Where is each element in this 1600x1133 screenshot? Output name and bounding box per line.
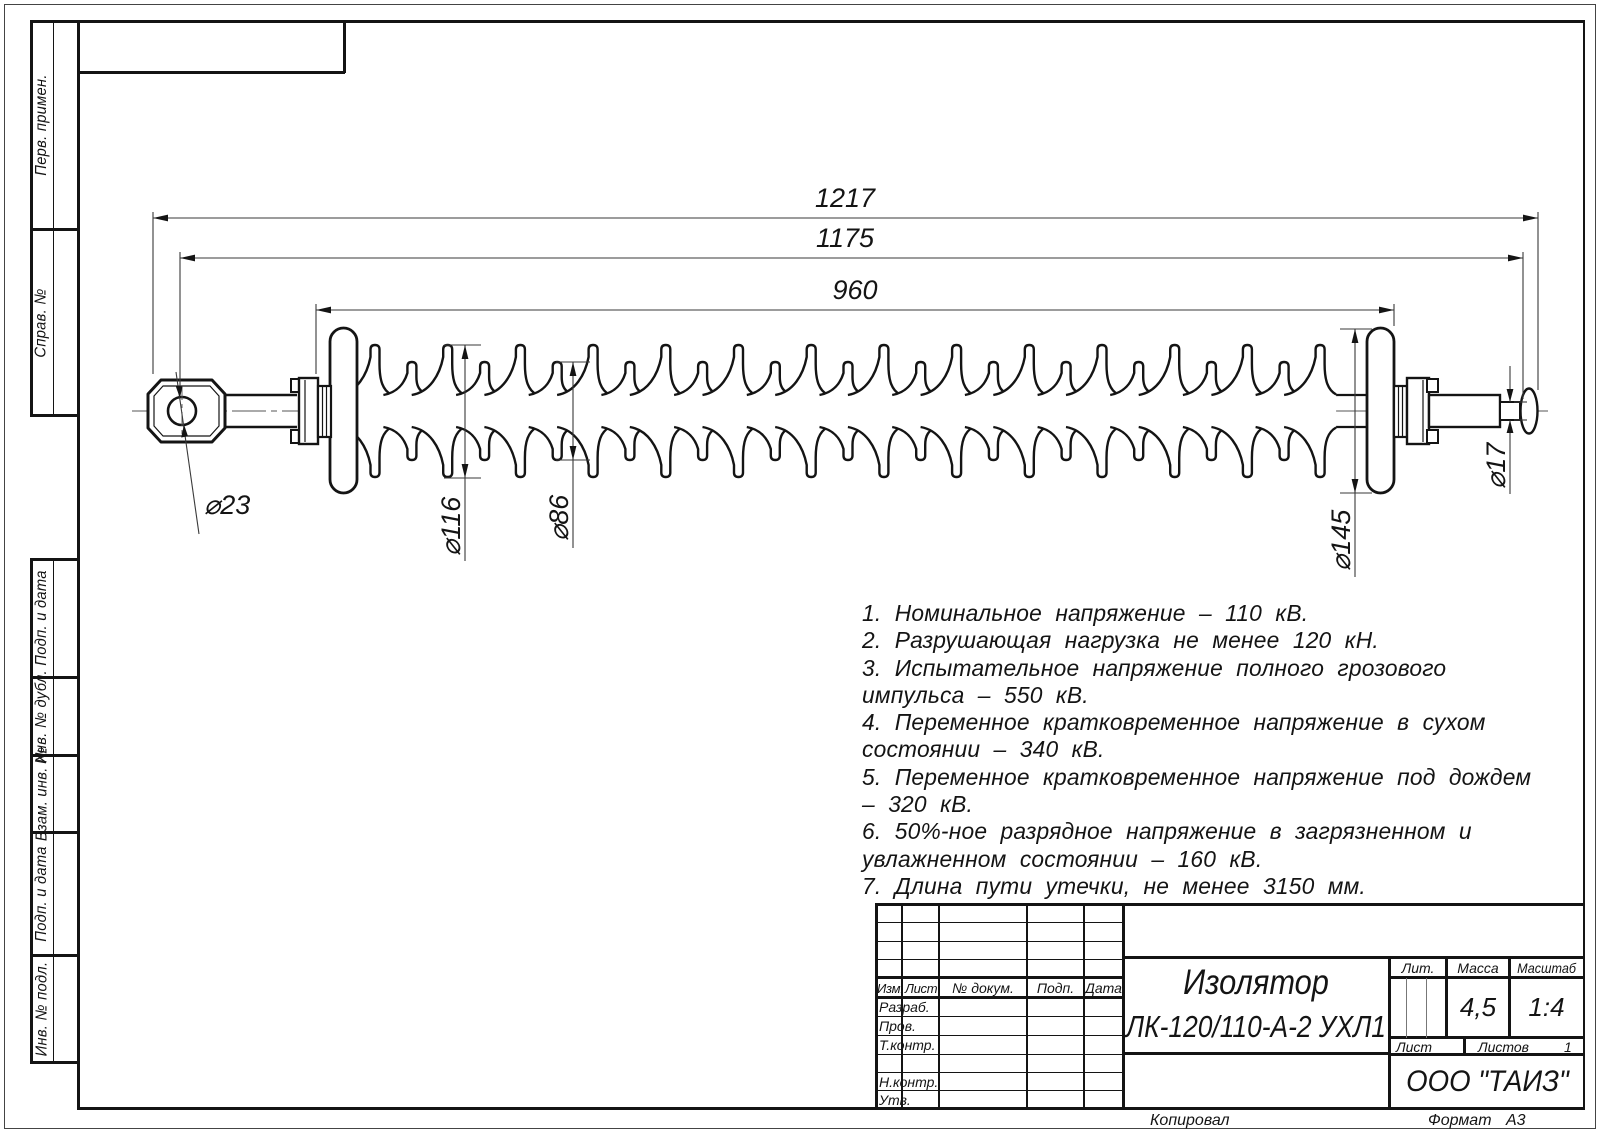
note-line: 4. Переменное кратковременное напряжение в сухом <box>862 709 1486 736</box>
tb-thin1 <box>875 922 1122 923</box>
tb-sheet-label: Лист <box>1396 1039 1433 1055</box>
copied-label: Копировал <box>1150 1112 1230 1129</box>
tb-thin5 <box>875 1035 1122 1036</box>
tb-v1 <box>1122 903 1125 1109</box>
tb-col-list <box>938 903 940 1109</box>
stamp-inv-podl-label: Инв. № подл. <box>33 961 51 1057</box>
tb-col-dokum <box>1026 903 1028 1109</box>
tb-lit-sub1 <box>1406 978 1407 1038</box>
format-label: Формат <box>1428 1112 1492 1129</box>
tb-hdr-list: Лист <box>905 981 938 996</box>
tb-col-podp <box>1083 903 1085 1109</box>
tb-h-lit-bot <box>1388 976 1585 979</box>
tb-thin8 <box>875 1090 1122 1091</box>
tb-lit-label: Лит. <box>1401 960 1435 976</box>
tb-thin7 <box>875 1072 1122 1073</box>
tb-v-listov <box>1463 1038 1466 1055</box>
tb-thin6 <box>875 1054 1122 1055</box>
note-line: 6. 50%-ное разрядное напряжение в загрязненном и <box>862 818 1472 845</box>
tb-scale-value: 1:4 <box>1528 992 1565 1022</box>
tb-thin2 <box>875 941 1122 942</box>
note-line: 5. Переменное кратковременное напряжение под дождем <box>862 763 1532 790</box>
technical-notes <box>862 600 1552 900</box>
note-line: 7. Длина пути утечки, не менее 3150 мм. <box>862 872 1366 899</box>
stamp-inv-dubl-label: Инв. № дубл. <box>33 669 50 764</box>
tb-mass-label: Масса <box>1457 960 1499 976</box>
dim-small-shed: ⌀86 <box>544 494 574 541</box>
tb-scale-label: Масштаб <box>1517 960 1576 976</box>
note-line: состоянии – 340 кВ. <box>862 736 1105 763</box>
end-shed-right <box>1367 328 1394 493</box>
note-line: импульса – 550 кВ. <box>862 681 1089 708</box>
note-line: 3. Испытательное напряжение полного грозового <box>862 654 1447 681</box>
stamp-sprav-no-label: Справ. № <box>33 288 51 358</box>
tb-mass-value: 4,5 <box>1459 992 1497 1022</box>
dim-sheds: 960 <box>832 275 878 305</box>
tb-h-hdr-top <box>875 976 1124 979</box>
dim-hole: ⌀23 <box>204 490 251 520</box>
stamp-podp-data-2-label: Подп. и дата <box>33 846 51 942</box>
note-line: увлажненном состоянии – 160 кВ. <box>862 845 1263 872</box>
dim-end-shed: ⌀145 <box>1326 509 1356 571</box>
tb-lit-sub2 <box>1426 978 1427 1038</box>
tb-hdr-podp: Подп. <box>1036 980 1075 996</box>
company-name: ООО "ТАИЗ" <box>1406 1065 1569 1098</box>
tb-hdr-izm: Изм. <box>877 981 904 996</box>
doc-title-line1: Изолятор <box>1183 963 1329 1002</box>
tb-h-desig <box>1122 956 1585 959</box>
format-value: А3 <box>1506 1112 1526 1129</box>
tb-hdr-data: Дата <box>1085 980 1122 996</box>
stamp-perv-primen-label: Перв. примен. <box>33 74 51 176</box>
tb-row-tkontr: Т.контр. <box>879 1037 936 1053</box>
pin-fitting <box>1394 378 1538 444</box>
dim-pin: ⌀17 <box>1481 442 1511 489</box>
tb-hdr-dokum: № докум. <box>952 980 1014 996</box>
tb-row-razrab: Разраб. <box>879 999 930 1015</box>
doc-title-line2: ЛК-120/110-А-2 УХЛ1 <box>1126 1009 1386 1044</box>
tb-h-title-bot <box>1122 1052 1390 1055</box>
dim-total: 1217 <box>814 183 876 213</box>
tb-left <box>875 903 878 1109</box>
stamp-vzam-inv-label: Взам. инв. № <box>33 746 50 842</box>
tb-row-utv: Утв. <box>879 1092 911 1108</box>
end-shed-left <box>330 328 357 493</box>
dim-mid: 1175 <box>815 223 875 253</box>
tb-thin4 <box>875 1016 1122 1017</box>
tb-top <box>875 903 1585 906</box>
note-line: 1. Номинальное напряжение – 110 кВ. <box>862 600 1309 626</box>
note-line: – 320 кВ. <box>862 791 974 818</box>
tb-sheets-value: 1 <box>1564 1039 1572 1055</box>
tb-v2 <box>1388 958 1391 1109</box>
tb-thin3 <box>875 959 1122 960</box>
dim-big-shed: ⌀116 <box>436 496 466 556</box>
tb-sheets-label: Листов <box>1478 1039 1529 1055</box>
stamp-podp-data-1-label: Подп. и дата <box>33 570 51 666</box>
tb-row-nkontr: Н.контр. <box>879 1074 939 1090</box>
shed-stack <box>339 345 1336 477</box>
note-line: 2. Разрушающая нагрузка не менее 120 кН. <box>862 627 1379 654</box>
tb-row-prov: Пров. <box>879 1018 916 1034</box>
